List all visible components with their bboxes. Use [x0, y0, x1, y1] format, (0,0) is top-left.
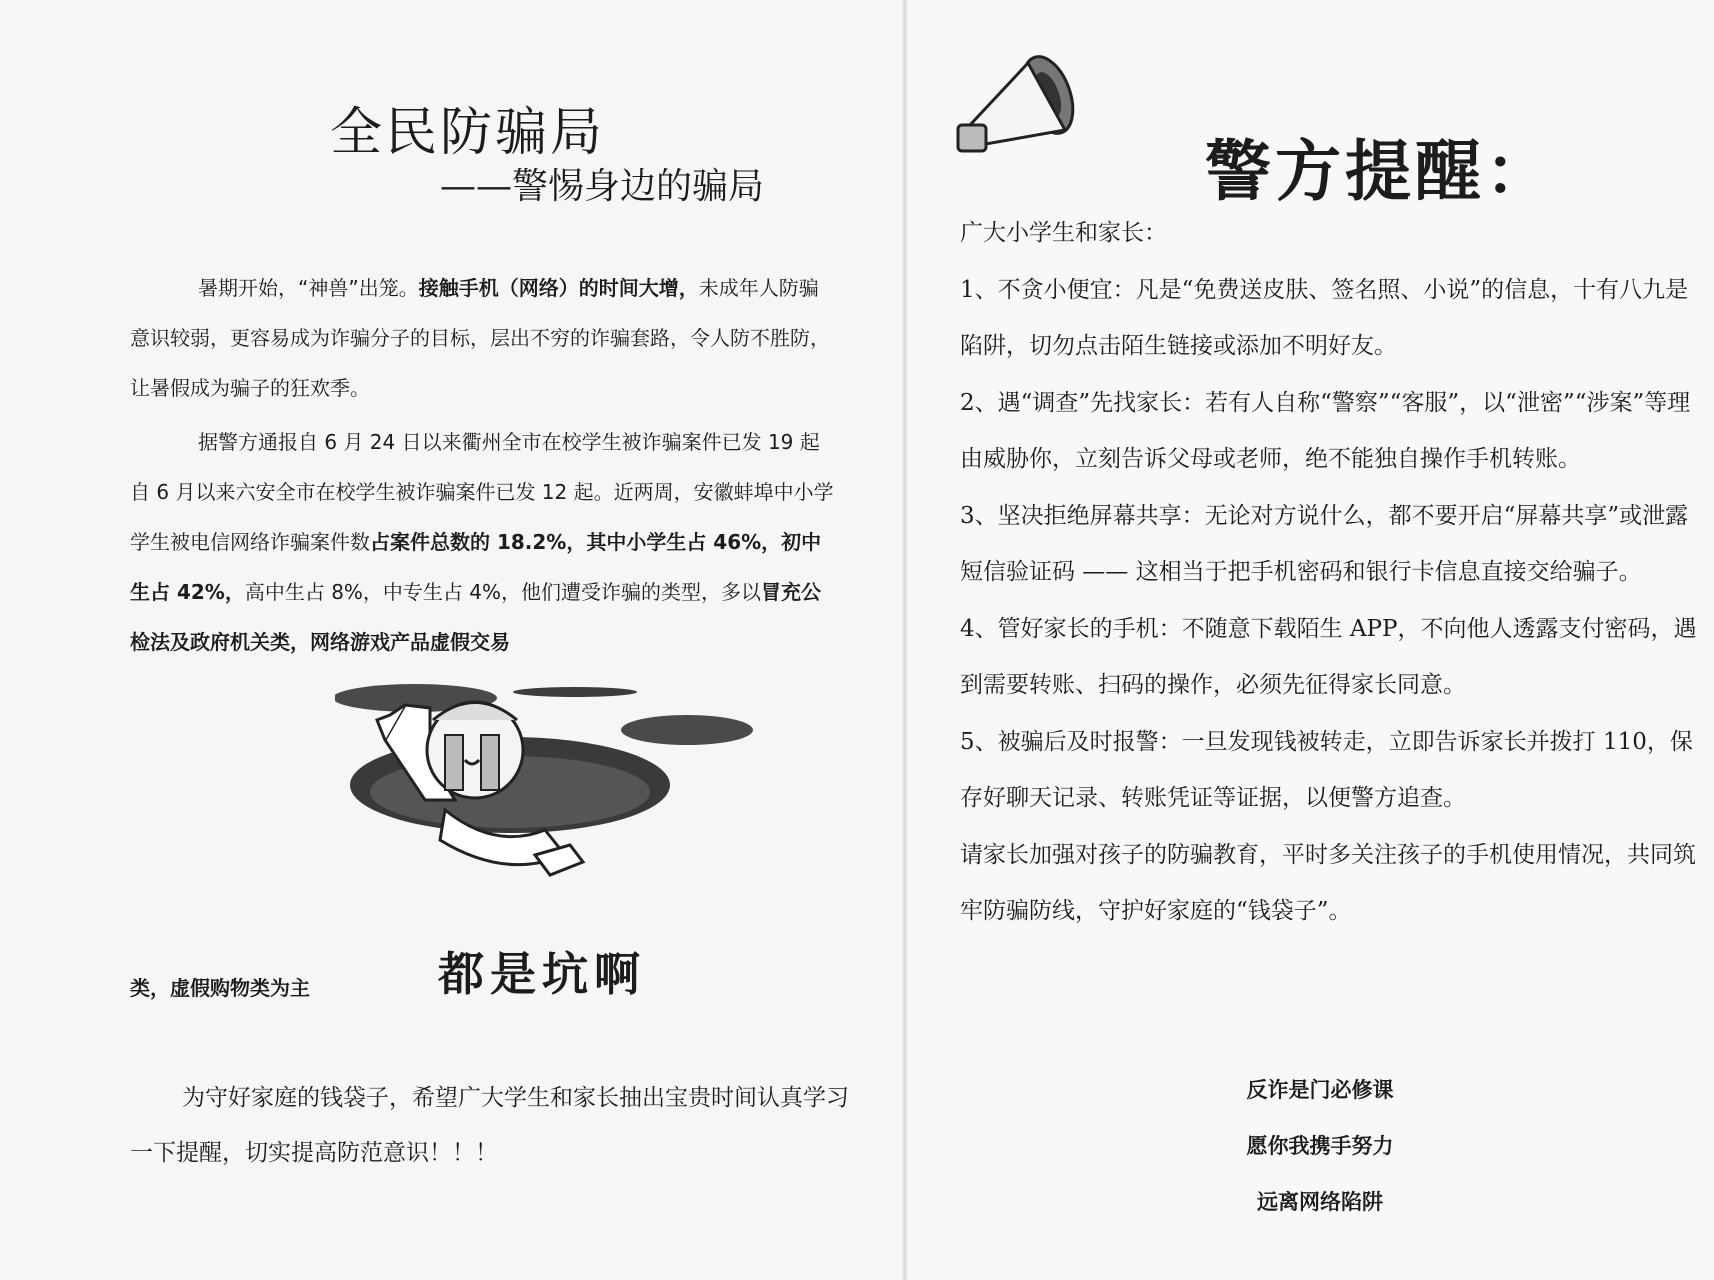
right-title: 警方提醒： — [1205, 132, 1555, 210]
page-fold — [902, 0, 908, 1280]
slogan-line: 反诈是门必修课 — [1246, 1078, 1394, 1102]
slogan-line: 远离网络陷阱 — [1257, 1190, 1383, 1214]
megaphone-icon — [950, 45, 1090, 175]
crying-boy-in-hole-illustration — [335, 680, 755, 950]
cartoon-caption: 都是坑啊 — [438, 947, 646, 1001]
warning-list — [960, 205, 1704, 940]
appeal-paragraph: 为守好家庭的钱袋子，希望广大学生和家长抽出宝贵时间认真学习一下提醒，切实提高防范意识！！！ — [130, 1085, 849, 1166]
left-subtitle: ——警惕身边的骗局 — [440, 166, 765, 207]
statistics-paragraph: 据警方通报自 6 月 24 日以来衢州全市在校学生被诈骗案件已发 19 起自 6 月以来六安全市在校学生被诈骗案件已发 12 起。近两周，安徽蚌埠中小学学生被电信网络诈骗案件数占案件总数的 18.2%，其中小学生占 46%，初中生占 42%，高中生占 8%，中专生占 4%，他们遭受诈骗的类型，多以冒充公检法及政府机关类，网络游戏产品虚假交易 — [130, 430, 834, 654]
closing-slogans — [1190, 1062, 1450, 1230]
list-item: 3、坚决拒绝屏幕共享：无论对方说什么，都不要开启“屏幕共享”或泄露短信验证码 —— 这相当于把手机密码和银行卡信息直接交给骗子。 — [960, 502, 1689, 585]
slogan-line: 愿你我携手努力 — [1246, 1134, 1394, 1158]
list-item: 1、不贪小便宜：凡是“免费送皮肤、签名照、小说”的信息，十有八九是陷阱，切勿点击陌生链接或添加不明好友。 — [960, 276, 1689, 359]
list-item: 4、管好家长的手机：不随意下载陌生 APP，不向他人透露支付密码，遇到需要转账、扫码的操作，必须先征得家长同意。 — [960, 615, 1697, 698]
list-item: 5、被骗后及时报警：一旦发现钱被转走，立即告诉家长并拨打 110，保存好聊天记录、转账凭证等证据，以便警方追查。 — [960, 728, 1693, 811]
list-item: 2、遇“调查”先找家长：若有人自称“警察”“客服”，以“泄密”“涉案”等理由威胁你，立刻告诉父母或老师，绝不能独自操作手机转账。 — [960, 389, 1691, 472]
parent-appeal: 请家长加强对孩子的防骗教育，平时多关注孩子的手机使用情况，共同筑牢防骗防线，守护好家庭的“钱袋子”。 — [960, 841, 1696, 924]
left-title: 全民防骗局 — [330, 103, 606, 163]
statistics-paragraph-end: 类，虚假购物类为主 — [130, 976, 310, 1000]
intro-paragraph: 暑期开始，“神兽”出笼。接触手机（网络）的时间大增，未成年人防骗意识较弱，更容易成为诈骗分子的目标，层出不穷的诈骗套路，令人防不胜防，让暑假成为骗子的狂欢季。 — [130, 276, 830, 400]
greeting: 广大小学生和家长： — [960, 220, 1167, 246]
